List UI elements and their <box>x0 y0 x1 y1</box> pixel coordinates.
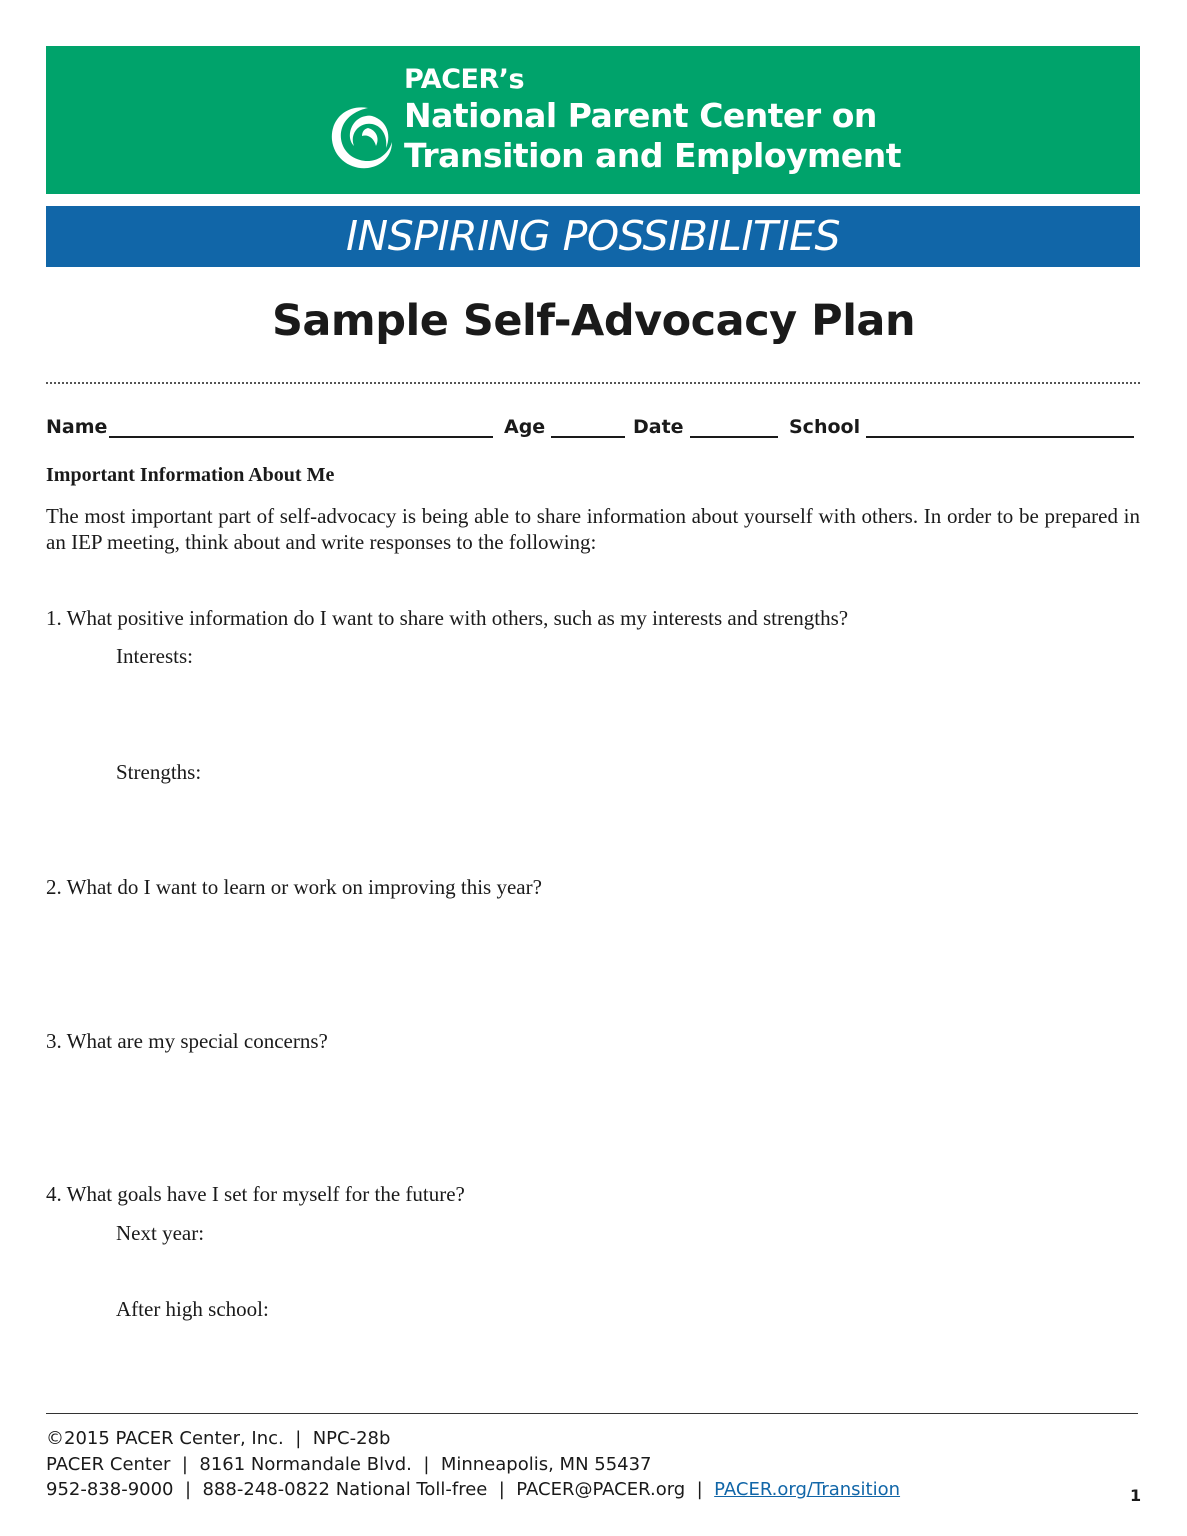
page-number: 1 <box>1130 1486 1142 1505</box>
section-heading: Important Information About Me <box>46 464 335 486</box>
footer <box>46 1426 900 1503</box>
date-label: Date <box>633 416 684 438</box>
age-field[interactable] <box>504 410 625 438</box>
name-label: Name <box>46 416 108 438</box>
school-blank[interactable] <box>866 416 1134 438</box>
sub-prompt-interests: Interests: <box>116 644 193 668</box>
question-3: 3. What are my special concerns? <box>46 1029 328 1053</box>
pacer-swirl-logo-icon <box>328 102 394 172</box>
org-prefix: PACER’s <box>404 64 525 95</box>
sub-prompt-after-high-school: After high school: <box>116 1297 269 1321</box>
tagline-banner: INSPIRING POSSIBILITIES <box>46 206 1140 267</box>
date-field[interactable] <box>633 410 778 438</box>
name-blank[interactable] <box>109 416 493 438</box>
age-blank[interactable] <box>551 416 625 438</box>
header-banner <box>46 46 1140 194</box>
dotted-divider <box>46 382 1140 384</box>
sub-prompt-strengths: Strengths: <box>116 760 202 784</box>
footer-contact <box>46 1477 900 1503</box>
question-2: 2. What do I want to learn or work on improving this year? <box>46 875 542 899</box>
footer-phone-email: 952-838-9000 | 888-248-0822 National Toll-free | PACER@PACER.org | <box>46 1479 715 1500</box>
name-field[interactable] <box>46 410 493 438</box>
intro-paragraph: The most important part of self-advocacy is being able to share information about yourself with others. In order to be prepared in an IEP meeting, think about and write responses to the following: <box>46 504 1140 554</box>
sub-prompt-next-year: Next year: <box>116 1221 205 1245</box>
date-blank[interactable] <box>690 416 778 438</box>
center-name-line1: National Parent Center on <box>404 96 877 135</box>
footer-divider <box>46 1413 1138 1414</box>
center-name-line2: Transition and Employment <box>404 136 902 175</box>
page-title: Sample Self-Advocacy Plan <box>271 296 916 346</box>
age-label: Age <box>504 416 546 438</box>
footer-copyright: ©2015 PACER Center, Inc. | NPC-28b <box>46 1428 391 1449</box>
question-1: 1. What positive information do I want to share with others, such as my interests and strengths? <box>46 606 849 630</box>
student-info-row <box>46 410 1140 440</box>
footer-address: PACER Center | 8161 Normandale Blvd. | Minneapolis, MN 55437 <box>46 1453 652 1475</box>
school-label: School <box>789 416 861 438</box>
school-field[interactable] <box>789 410 1134 438</box>
center-name <box>404 64 901 176</box>
question-4: 4. What goals have I set for myself for the future? <box>46 1182 465 1206</box>
transition-link[interactable]: PACER.org/Transition <box>714 1479 901 1500</box>
